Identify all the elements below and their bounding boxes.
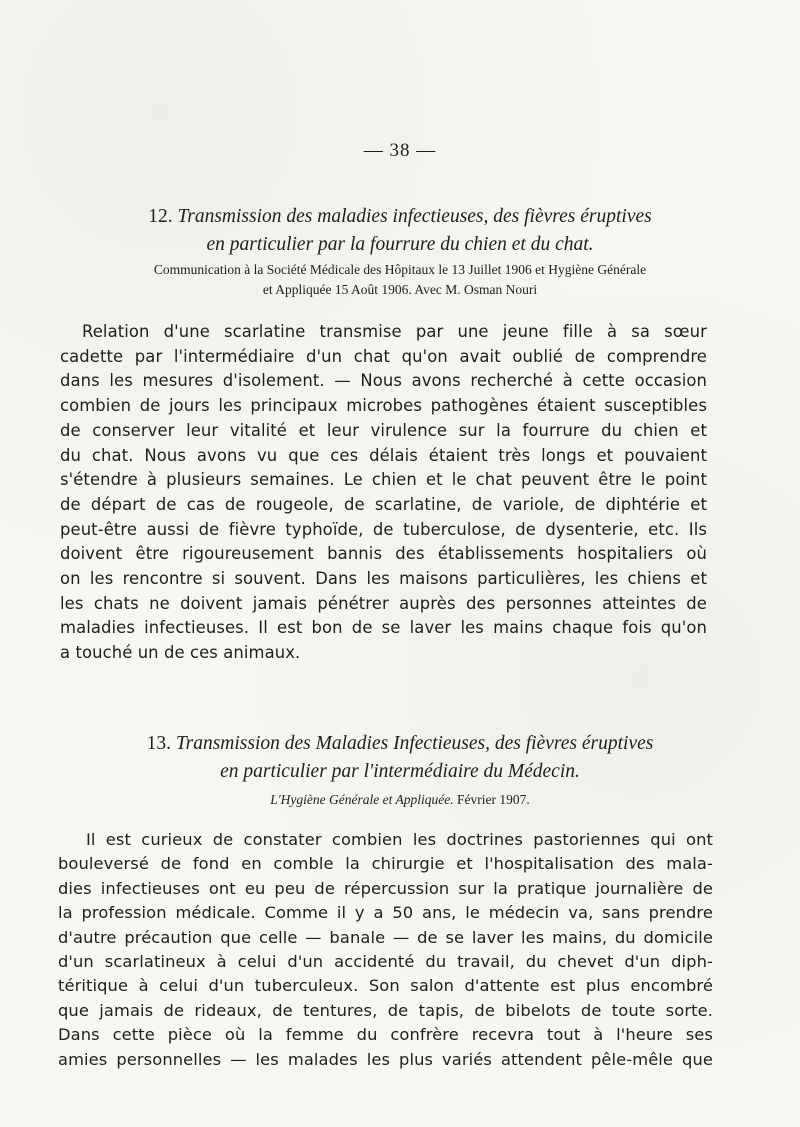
- text-line: dies infectieuses ont eu peu de répercussion sur la pratique journalière de: [58, 878, 713, 898]
- text-line: maladies infectieuses. Il est bon de se laver les mains chaque fois qu'on: [60, 618, 707, 638]
- entry-13-title: [60, 730, 740, 786]
- text-line: téritique à celui d'un tuberculeux. Son salon d'attente est plus encombré: [58, 976, 713, 996]
- text-line: a touché un de ces animaux.: [60, 643, 301, 663]
- text-line: s'étendre à plusieurs semaines. Le chien et le chat peuvent être le point: [60, 470, 707, 490]
- text-line: Dans cette pièce où la femme du confrère recevra tout à l'heure ses: [58, 1025, 713, 1045]
- entry-13-citation: [60, 790, 740, 810]
- text-line: doivent être rigoureusement bannis des établissements hospitaliers où: [60, 544, 707, 564]
- entry-12-citation-line-2: et Appliquée 15 Août 1906. Avec M. Osman Nouri: [262, 282, 538, 297]
- entry-12-number: 12.: [148, 206, 173, 227]
- text-line: d'autre précaution que celle — banale — de se laver les mains, du domicile: [58, 927, 713, 947]
- page-number: — 38 —: [363, 140, 437, 161]
- text-line: de conserver leur vitalité et leur virulence sur la fourrure du chien et: [60, 420, 707, 440]
- entry-12-citation-line-1: Communication à la Société Médicale des Hôpitaux le 13 Juillet 1906 et Hygiène Générale: [153, 262, 647, 277]
- entry-12-title-text-1: Transmission des maladies infectieuses, des fièvres éruptives: [177, 206, 652, 227]
- text-line: Relation d'une scarlatine transmise par une jeune fille à sa sœur: [82, 322, 707, 341]
- text-line: bouleversé de fond en comble la chirurgie et l'hospitalisation des mala-: [58, 854, 713, 874]
- text-line: que jamais de rideaux, de tentures, de tapis, de bibelots de toute sorte.: [58, 1000, 713, 1020]
- text-line: amies personnelles — les malades les plus variés attendent pêle-mêle que: [58, 1049, 713, 1069]
- entry-13-paragraph: [58, 828, 713, 1072]
- entry-13-title-text-1: Transmission des Maladies Infectieuses, des fièvres éruptives: [175, 733, 654, 754]
- text-line: du chat. Nous avons vu que ces délais étaient très longs et pouvaient: [60, 445, 707, 465]
- text-line: on les rencontre si souvent. Dans les maisons particulières, les chiens et: [60, 569, 707, 589]
- entry-12-title-line-1: [60, 203, 740, 231]
- text-line: les chats ne doivent jamais pénétrer auprès des personnes atteintes de: [60, 593, 707, 613]
- text-line: de départ de cas de rougeole, de scarlatine, de variole, de diphtérie et: [60, 494, 707, 514]
- text-line: peut-être aussi de fièvre typhoïde, de tuberculose, de dysenterie, etc. Ils: [60, 519, 707, 539]
- entry-13-title-line-1: [60, 730, 740, 758]
- text-line: dans les mesures d'isolement. — Nous avons recherché à cette occasion: [60, 371, 707, 391]
- entry-13-title-line-2: en particulier par l'intermédiaire du Médecin.: [220, 761, 580, 782]
- entry-12-citation: [60, 260, 740, 300]
- entry-12-title-line-2: en particulier par la fourrure du chien et du chat.: [206, 234, 594, 255]
- entry-13-number: 13.: [146, 733, 171, 754]
- text-line: Il est curieux de constater combien les doctrines pastoriennes qui ont: [86, 830, 713, 849]
- entry-12-paragraph: [60, 320, 707, 666]
- text-line: combien de jours les principaux microbes pathogènes étaient susceptibles: [60, 396, 707, 416]
- entry-13-date: Février 1907.: [456, 792, 530, 807]
- text-line: d'un scarlatineux à celui d'un accidenté du travail, du chevet d'un diph-: [58, 952, 713, 972]
- entry-12-title: [60, 203, 740, 259]
- text-line: cadette par l'intermédiaire d'un chat qu'on avait oublié de comprendre: [60, 346, 707, 366]
- entry-13-journal: L'Hygiène Générale et Appliquée.: [270, 792, 454, 807]
- text-line: la profession médicale. Comme il y a 50 ans, le médecin va, sans prendre: [58, 903, 713, 923]
